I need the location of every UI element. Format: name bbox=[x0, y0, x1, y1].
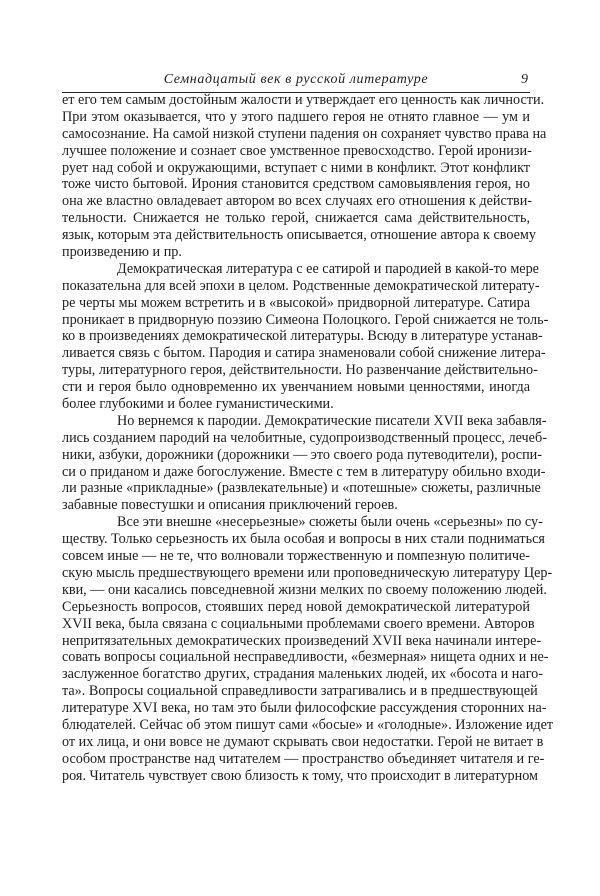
paragraph bbox=[62, 412, 547, 514]
text-line: литературе XVI века, но там это были философские рассуждения сторонних на- bbox=[62, 700, 547, 717]
text-line: ли разные «прикладные» (развлекательные) и «потешные» сюжеты, различные bbox=[62, 480, 541, 497]
text-line: самосознание. На самой низкой ступени падения он сохраняет чувство права на bbox=[62, 125, 547, 142]
text-line: роя. Читатель чувствует свою близость к тому, что происходит в литературном bbox=[62, 767, 539, 784]
running-header bbox=[62, 70, 530, 93]
text-line: Серьезность вопросов, стоявших перед новой демократической литературой bbox=[62, 598, 530, 615]
running-title: Семнадцатый век в русской литературе bbox=[163, 72, 429, 87]
text-line: произведению и пр. bbox=[62, 244, 182, 261]
text-line: проникает в придворную поэзию Симеона Полоцкого. Герой снижается не толь- bbox=[62, 311, 549, 328]
text-line: Все эти внешне «несерьезные» сюжеты были очень «серьезны» по су- bbox=[117, 514, 543, 531]
paragraph bbox=[62, 514, 554, 784]
text-line: скую мысль предшествующего времени или проповедническую литературу Цер- bbox=[62, 564, 553, 581]
paragraph bbox=[62, 260, 549, 413]
text-line: ре черты мы можем встретить и в «высокой» придворной литературе. Сатира bbox=[62, 294, 530, 311]
page-body bbox=[62, 92, 554, 785]
text-line: си о приданом и даже богослужение. Вместе с тем в литературу обильно входи- bbox=[62, 463, 546, 480]
text-line: сти и героя было одновременно их увенчанием новыми ценностями, иногда bbox=[62, 379, 530, 396]
text-line: забавные повестушки и описания приключений героев. bbox=[62, 497, 398, 514]
text-line: язык, которым эта действительность описывается, отношение автора к своему bbox=[62, 227, 536, 244]
text-line: кви, — они касались повседневной жизни мелких по своему положению людей. bbox=[62, 581, 547, 598]
text-line: рует над собой и окружающими, вступает с ними в конфликт. Этот конфликт bbox=[62, 159, 530, 176]
text-line: тельности. Снижается не только герой, снижается сама действительность, bbox=[62, 210, 530, 227]
text-line: туры, литературного героя, действительности. Но развенчание действительно- bbox=[62, 362, 538, 379]
text-line: особом пространстве над читателем — пространство объединяет читателя и ге- bbox=[62, 750, 545, 767]
text-line: заслуженное богатство других, страдания маленьких людей, их «босота и наго- bbox=[62, 666, 543, 683]
text-line: ет его тем самым достойным жалости и утверждает его ценность как личности. bbox=[62, 92, 545, 108]
text-line: непритязательных демократических произведений XVII века начинали интере- bbox=[62, 632, 542, 649]
text-line: XVII века, была связана с социальными проблемами своего времени. Авторов bbox=[62, 615, 535, 632]
text-line: совать вопросы социальной несправедливости, «безмерная» нищета одних и не- bbox=[62, 649, 549, 666]
text-line: ливается связь с бытом. Пародия и сатира знаменовали собой снижение литера- bbox=[62, 345, 546, 362]
text-line: Но вернемся к пародии. Демократические писатели XVII века забавля- bbox=[117, 412, 547, 429]
text-line: лучшее положение и сознает свое умственное превосходство. Герой иронизи- bbox=[62, 142, 532, 159]
paragraph bbox=[62, 92, 547, 261]
text-line: блюдателей. Сейчас об этом пишут сами «босые» и «голодные». Изложение идет bbox=[62, 716, 554, 733]
text-line: та». Вопросы социальной справедливости затрагивались и в предшествующей bbox=[62, 683, 538, 700]
text-line: совсем иные — не те, что волновали торжественную и помпезную политиче- bbox=[62, 548, 530, 565]
text-line: показательна для всей эпохи в целом. Родственные демократической литерату- bbox=[62, 277, 540, 294]
text-line: более глубокими и более гуманистическими. bbox=[62, 396, 334, 413]
text-line: она же властно овладевает автором во всех случаях его отношения к действи- bbox=[62, 193, 533, 210]
text-line: ществу. Только серьезность их была особая и вопросы в них стали подниматься bbox=[62, 531, 545, 548]
text-line: ко в произведениях демократической литературы. Всюду в литературе устанав- bbox=[62, 328, 543, 345]
text-line: от их лица, и они вовсе не думают скрывать свои недостатки. Герой не витает в bbox=[62, 733, 544, 750]
text-line: Демократическая литература с ее сатирой и пародией в какой-то мере bbox=[117, 260, 539, 277]
text-line: тоже чисто бытовой. Ирония становится средством самовыявления героя, но bbox=[62, 176, 530, 193]
page-number: 9 bbox=[521, 72, 528, 87]
text-line: При этом оказывается, что у этого падшего героя не отнято главное — ум и bbox=[62, 108, 530, 125]
text-line: ники, азбуки, дорожники (дорожники — это своего рода путеводители), роспи- bbox=[62, 446, 542, 463]
text-line: лись созданием пародий на челобитные, судопроизводственный процесс, лечеб- bbox=[62, 429, 547, 446]
